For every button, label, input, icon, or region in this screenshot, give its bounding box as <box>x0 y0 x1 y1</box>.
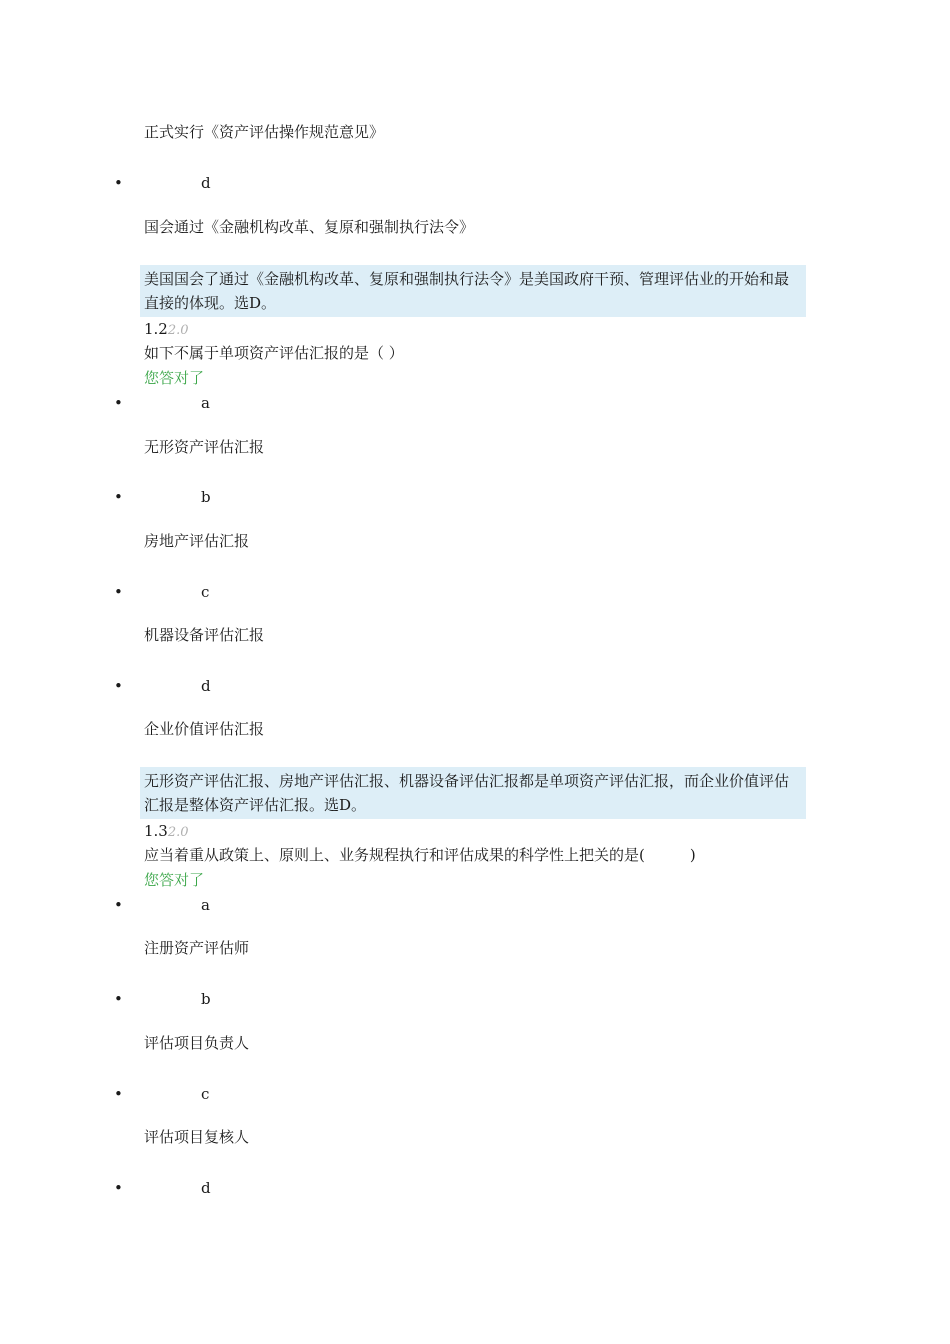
q3-option-d-bullet: • <box>114 1179 123 1197</box>
q3-number: 1.3 <box>144 822 168 840</box>
q3-header <box>144 821 189 843</box>
q3-score: 2.0 <box>167 825 189 840</box>
q1-option-d-bullet: • <box>114 174 123 192</box>
q2-option-a-text: 无形资产评估汇报 <box>144 438 265 456</box>
q1-explanation: 美国国会了通过《金融机构改革、复原和强制执行法令》是美国政府干预、管理评估业的开始和最直接的体现。选D。 <box>140 265 806 317</box>
q3-option-a-letter[interactable]: a <box>201 896 210 914</box>
q3-status: 您答对了 <box>144 871 205 889</box>
q2-status: 您答对了 <box>144 369 205 387</box>
q2-header <box>144 319 189 341</box>
q3-option-b-letter[interactable]: b <box>201 990 211 1008</box>
q3-option-a-text: 注册资产评估师 <box>144 939 250 957</box>
q2-question: 如下不属于单项资产评估汇报的是（ ） <box>144 344 404 362</box>
q2-option-c-letter[interactable]: c <box>201 583 210 601</box>
q3-option-b-bullet: • <box>114 990 123 1008</box>
q3-option-d-letter[interactable]: d <box>201 1179 211 1197</box>
q3-question: 应当着重从政策上、原则上、业务规程执行和评估成果的科学性上把关的是( ) <box>144 846 696 864</box>
q2-option-a-bullet: • <box>114 394 123 412</box>
q2-option-b-letter[interactable]: b <box>201 488 211 506</box>
q2-score: 2.0 <box>167 323 189 338</box>
q2-option-b-bullet: • <box>114 488 123 506</box>
q2-option-d-letter[interactable]: d <box>201 677 211 695</box>
q2-option-d-text: 企业价值评估汇报 <box>144 720 265 738</box>
q1-option-d-text: 国会通过《金融机构改革、复原和强制执行法令》 <box>144 218 475 236</box>
q1-option-d-letter[interactable]: d <box>201 174 211 192</box>
q2-number: 1.2 <box>144 320 168 338</box>
q3-option-c-letter[interactable]: c <box>201 1085 210 1103</box>
q2-option-a-letter[interactable]: a <box>201 394 210 412</box>
q2-option-d-bullet: • <box>114 677 123 695</box>
q2-option-c-bullet: • <box>114 583 123 601</box>
q3-option-a-bullet: • <box>114 896 123 914</box>
q3-option-b-text: 评估项目负责人 <box>144 1034 250 1052</box>
q3-option-c-bullet: • <box>114 1085 123 1103</box>
q2-option-b-text: 房地产评估汇报 <box>144 532 250 550</box>
q3-option-c-text: 评估项目复核人 <box>144 1128 250 1146</box>
q1-option-c-text: 正式实行《资产评估操作规范意见》 <box>144 123 385 141</box>
q2-option-c-text: 机器设备评估汇报 <box>144 626 265 644</box>
q2-explanation: 无形资产评估汇报、房地产评估汇报、机器设备评估汇报都是单项资产评估汇报，而企业价值评估汇报是整体资产评估汇报。选D。 <box>140 767 806 819</box>
